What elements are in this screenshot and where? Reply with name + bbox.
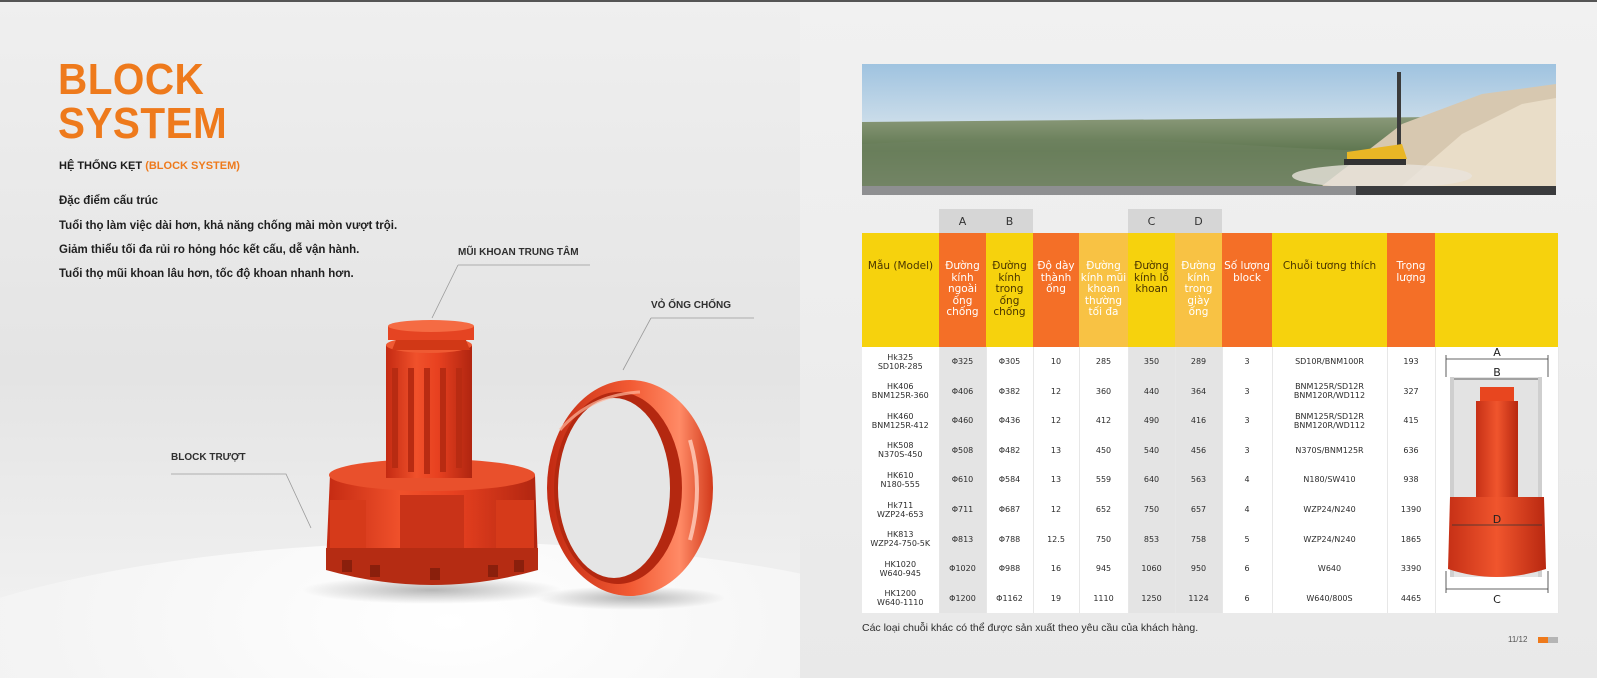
callout-center-bit: MŨI KHOAN TRUNG TÂM	[458, 247, 579, 258]
table-cell-b: Φ1162	[986, 583, 1033, 613]
page-indicator-inactive	[1548, 637, 1558, 643]
cell-line: HK1200	[884, 589, 917, 599]
table-cell-c: 1060	[1128, 554, 1175, 584]
table-cell-thick: 16	[1033, 554, 1079, 584]
page-number: 11/12	[1508, 635, 1528, 644]
table-cell-d: 657	[1175, 495, 1222, 525]
cell-line: WZP24-653	[876, 509, 924, 519]
table-cell-chain	[1272, 495, 1387, 525]
table-cell-b: Φ436	[986, 406, 1033, 436]
table-cell-c: 350	[1128, 347, 1175, 377]
table-cell-d: 1124	[1175, 583, 1222, 613]
letter-cell	[1222, 209, 1272, 233]
cell-line: HK1020	[884, 559, 917, 569]
cell-line: W640/800S	[1306, 593, 1353, 603]
cell-line: HK406	[886, 382, 914, 392]
table-cell-c: 750	[1128, 495, 1175, 525]
table-cell-d: 950	[1175, 554, 1222, 584]
table-cell-weight: 193	[1387, 347, 1435, 377]
table-cell-model	[862, 377, 939, 407]
cell-line: WZP24/N240	[1303, 505, 1356, 514]
cell-line: SD10R/BNM100R	[1295, 357, 1364, 367]
table-cell-a: Φ1200	[939, 583, 986, 613]
table-cell-model	[862, 465, 939, 495]
table-cell-model	[862, 583, 939, 613]
letter-cell	[862, 209, 939, 233]
letter-cell	[1435, 209, 1558, 233]
table-cell-a: Φ610	[939, 465, 986, 495]
cell-line: W640-1110	[877, 598, 924, 608]
table-cell-c: 540	[1128, 436, 1175, 466]
table-cell-blocks: 5	[1222, 524, 1272, 554]
subtitle-highlight: (BLOCK SYSTEM)	[145, 160, 240, 172]
table-cell-c: 853	[1128, 524, 1175, 554]
table-cell-d: 289	[1175, 347, 1222, 377]
feature-heading: Đặc điểm cấu trúc	[59, 195, 159, 207]
table-cell-a: Φ508	[939, 436, 986, 466]
cell-line: BNM125R-412	[871, 420, 929, 430]
table-cell-b: Φ482	[986, 436, 1033, 466]
table-cell-chain	[1272, 347, 1387, 377]
table-cell-blocks: 6	[1222, 554, 1272, 584]
table-cell-d: 416	[1175, 406, 1222, 436]
table-cell-chain	[1272, 436, 1387, 466]
dimension-diagram	[1436, 347, 1559, 611]
cell-line: BNM125R/SD12R	[1295, 382, 1364, 392]
letter-cell	[1079, 209, 1128, 233]
table-cell-bit: 652	[1079, 495, 1128, 525]
header-cell: Số lượng block	[1222, 233, 1272, 347]
diagram-label-b: B	[1492, 366, 1501, 379]
feature-item: Tuổi thọ mũi khoan lâu hơn, tốc độ khoan nhanh hơn.	[59, 268, 354, 280]
table-cell-b: Φ988	[986, 554, 1033, 584]
letter-cell: A	[939, 209, 986, 233]
table-cell-a: Φ325	[939, 347, 986, 377]
footnote: Các loại chuỗi khác có thể được sản xuất theo yêu cầu của khách hàng.	[862, 622, 1199, 634]
table-cell-chain	[1272, 406, 1387, 436]
table-cell-model	[862, 554, 939, 584]
header-cell: Đường kính trong giày ống	[1175, 233, 1222, 347]
table-cell-model	[862, 406, 939, 436]
table-cell-b: Φ382	[986, 377, 1033, 407]
table-cell-a: Φ1020	[939, 554, 986, 584]
cell-line: Hk325	[887, 352, 914, 362]
table-cell-weight: 636	[1387, 436, 1435, 466]
table-cell-d: 563	[1175, 465, 1222, 495]
header-cell: Mẫu (Model)	[862, 233, 939, 347]
table-cell-model	[862, 347, 939, 377]
table-cell-weight: 415	[1387, 406, 1435, 436]
cell-line: N180-555	[880, 479, 920, 489]
diagram-label-c: C	[1492, 593, 1501, 606]
table-cell-blocks: 4	[1222, 465, 1272, 495]
letter-cell: B	[986, 209, 1033, 233]
table-cell-bit: 285	[1079, 347, 1128, 377]
table-row	[862, 347, 1558, 377]
subtitle-prefix: HỆ THỐNG KẸT	[59, 160, 143, 172]
table-cell-weight: 1390	[1387, 495, 1435, 525]
cell-line: HK508	[886, 441, 914, 451]
title-line-1: BLOCK	[58, 55, 205, 104]
cell-line: HK610	[886, 470, 914, 480]
table-cell-blocks: 3	[1222, 436, 1272, 466]
header-cell: Trọng lượng	[1387, 233, 1435, 347]
cell-line: SD10R-285	[877, 361, 923, 371]
table-cell-thick: 12	[1033, 406, 1079, 436]
cell-line: WZP24/N240	[1303, 534, 1356, 544]
header-cell: Đường kính lỗ khoan	[1128, 233, 1175, 347]
page-indicator-active	[1538, 637, 1548, 643]
table-cell-b: Φ687	[986, 495, 1033, 525]
title-line-2: SYSTEM	[58, 99, 228, 148]
table-cell-weight: 4465	[1387, 583, 1435, 613]
table-cell-weight: 938	[1387, 465, 1435, 495]
cell-line: BNM120R/WD112	[1293, 420, 1366, 430]
table-cell-bit: 750	[1079, 524, 1128, 554]
cell-line: Hk711	[887, 500, 914, 510]
table-cell-thick: 19	[1033, 583, 1079, 613]
letter-cell: C	[1128, 209, 1175, 233]
table-cell-a: Φ711	[939, 495, 986, 525]
table-cell-thick: 10	[1033, 347, 1079, 377]
table-cell-thick: 13	[1033, 465, 1079, 495]
table-cell-weight: 327	[1387, 377, 1435, 407]
table-cell-bit: 450	[1079, 436, 1128, 466]
table-cell-thick: 12	[1033, 377, 1079, 407]
table-cell-chain	[1272, 465, 1387, 495]
table-cell-thick: 12	[1033, 495, 1079, 525]
diagram-label-a: A	[1492, 347, 1501, 359]
header-cell: Đường kính mũi khoan thường tối đa	[1079, 233, 1128, 347]
table-cell-weight: 3390	[1387, 554, 1435, 584]
diagram-label-d: D	[1492, 513, 1501, 526]
cell-line: W640-945	[879, 568, 921, 578]
table-cell-blocks: 3	[1222, 347, 1272, 377]
table-cell-b: Φ788	[986, 524, 1033, 554]
table-cell-bit: 360	[1079, 377, 1128, 407]
table-cell-blocks: 3	[1222, 406, 1272, 436]
table-cell-bit: 945	[1079, 554, 1128, 584]
table-cell-blocks: 4	[1222, 495, 1272, 525]
table-cell-bit: 412	[1079, 406, 1128, 436]
table-cell-bit: 1110	[1079, 583, 1128, 613]
banner-strip-accent	[1356, 186, 1556, 195]
table-cell-d: 364	[1175, 377, 1222, 407]
spec-body	[862, 347, 1558, 613]
callout-casing-shell: VỎ ỐNG CHỐNG	[651, 300, 732, 311]
feature-item: Giảm thiểu tối đa rủi ro hỏng hóc kết cấu, dễ vận hành.	[59, 244, 360, 256]
header-row	[862, 233, 1558, 347]
header-cell: Chuỗi tương thích	[1272, 233, 1387, 347]
table-cell-c: 1250	[1128, 583, 1175, 613]
table-cell-weight: 1865	[1387, 524, 1435, 554]
table-cell-d: 758	[1175, 524, 1222, 554]
table-cell-b: Φ584	[986, 465, 1033, 495]
table-cell-chain	[1272, 377, 1387, 407]
landscape-banner-image	[862, 64, 1556, 186]
letter-row	[862, 209, 1558, 233]
cell-line: BNM125R/SD12R	[1295, 411, 1364, 421]
feature-item: Tuổi thọ làm việc dài hơn, khả năng chống mài mòn vượt trội.	[59, 220, 398, 232]
header-cell: Đường kính trong ống chống	[986, 233, 1033, 347]
table-cell-chain	[1272, 524, 1387, 554]
table-cell-b: Φ305	[986, 347, 1033, 377]
table-cell-model	[862, 436, 939, 466]
table-cell-blocks: 6	[1222, 583, 1272, 613]
cell-line: N370S/BNM125R	[1295, 445, 1364, 455]
cell-line: BNM125R-360	[871, 391, 929, 401]
cell-line: W640	[1317, 564, 1342, 574]
table-cell-chain	[1272, 554, 1387, 584]
header-cell: Đường kính ngoài ống chống	[939, 233, 986, 347]
cell-line: N180/SW410	[1303, 475, 1356, 485]
header-cell: Độ dày thành ống	[1033, 233, 1079, 347]
letter-cell	[1272, 209, 1387, 233]
table-cell-a: Φ460	[939, 406, 986, 436]
casing-ring	[547, 380, 713, 596]
cell-line: WZP24-750-5K	[870, 539, 931, 549]
cell-line: HK813	[886, 530, 914, 540]
table-cell-a: Φ406	[939, 377, 986, 407]
product-illustration	[0, 0, 800, 676]
table-cell-chain	[1272, 583, 1387, 613]
letter-cell	[1033, 209, 1079, 233]
table-cell-c: 640	[1128, 465, 1175, 495]
table-cell-blocks: 3	[1222, 377, 1272, 407]
table-cell-model	[862, 495, 939, 525]
table-cell-c: 490	[1128, 406, 1175, 436]
cell-line: N370S-450	[878, 450, 923, 460]
table-cell-a: Φ813	[939, 524, 986, 554]
table-cell-thick: 12.5	[1033, 524, 1079, 554]
table-cell-model	[862, 524, 939, 554]
table-cell-bit: 559	[1079, 465, 1128, 495]
block-system-body	[326, 320, 538, 585]
table-cell-c: 440	[1128, 377, 1175, 407]
cell-line: HK460	[886, 411, 914, 421]
spec-table	[862, 209, 1559, 613]
callout-block: BLOCK TRƯỢT	[171, 452, 246, 463]
letter-cell: D	[1175, 209, 1222, 233]
table-cell-d: 456	[1175, 436, 1222, 466]
cell-line: BNM120R/WD112	[1293, 391, 1366, 401]
table-cell-thick: 13	[1033, 436, 1079, 466]
header-cell-empty	[1435, 233, 1558, 347]
dimension-diagram-cell	[1435, 347, 1558, 613]
letter-cell	[1387, 209, 1435, 233]
